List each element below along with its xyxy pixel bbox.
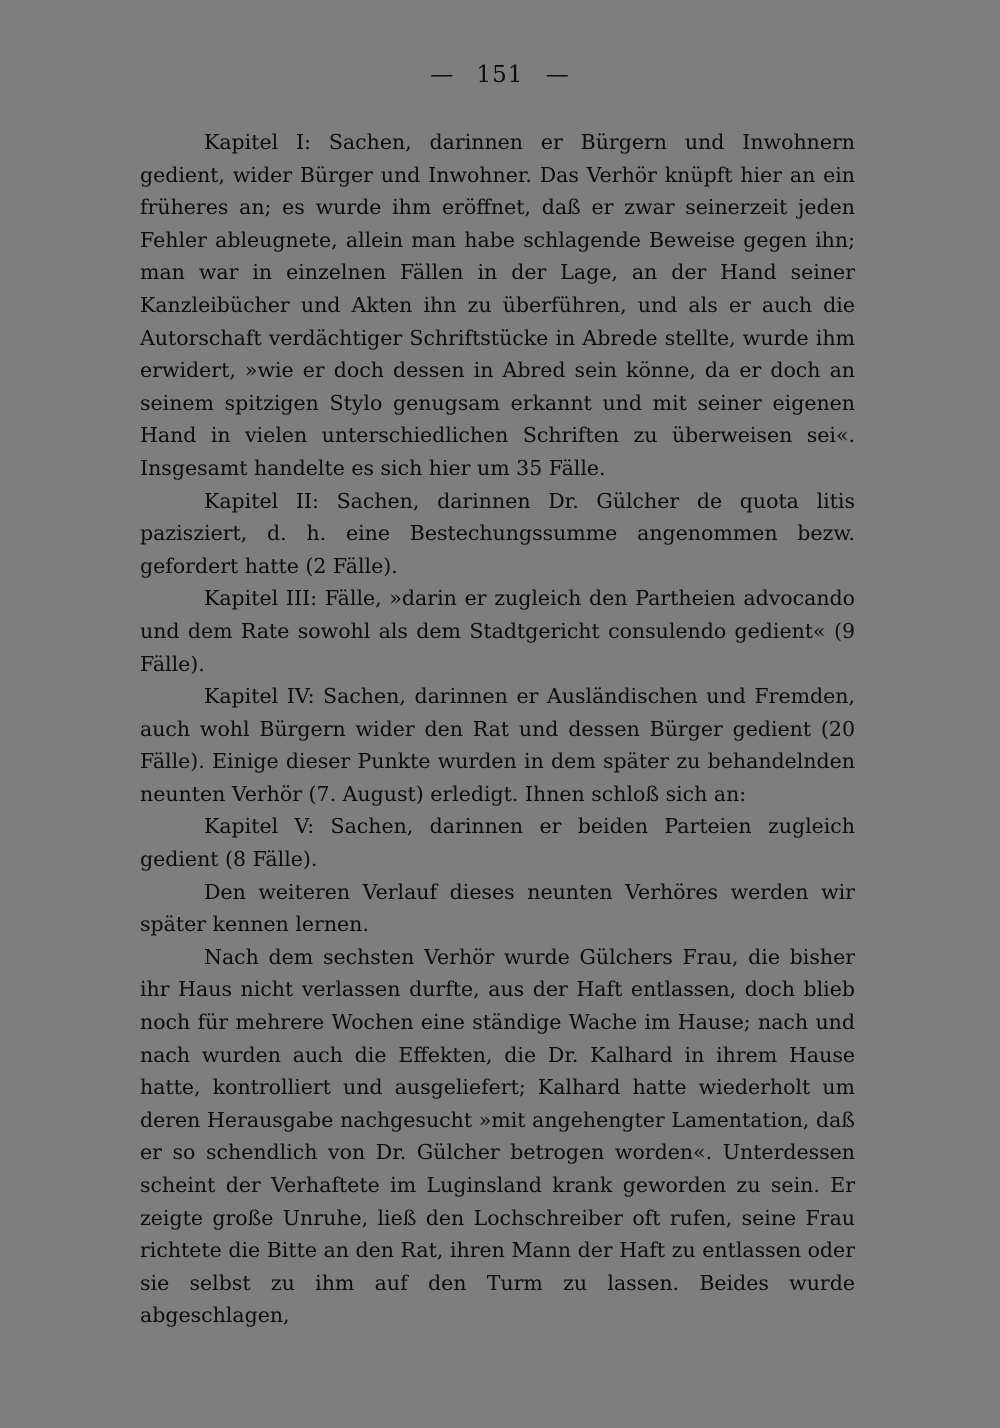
page-number: — 151 — xyxy=(430,62,570,88)
paragraph-kapitel-5: Kapitel V: Sachen, darinnen er beiden Parteien zugleich gedient (8 Fälle). xyxy=(140,814,855,872)
paragraph-kapitel-3: Kapitel III: Fälle, »darin er zugleich den Partheien advocando und dem Rate sowohl als dem Stadtgericht consulendo gedient« (9 Fälle). xyxy=(140,586,855,676)
paragraph-nach-dem-sechsten-verhoer: Nach dem sechsten Verhör wurde Gülchers Frau, die bisher ihr Haus nicht verlassen durfte, aus der Haft entlassen, doch blieb noch für mehrere Wochen eine ständige Wache im Hause; nach und nach wurden auch die Effekten, die Dr. Kalhard in ihrem Hause hatte, kontrolliert und ausgeliefert; Kalhard hatte wiederholt um deren Herausgabe nachgesucht »mit angehengter Lamentation, daß er so schendlich von Dr. Gülcher betrogen worden«. Unterdessen scheint der Verhaftete im Luginsland krank geworden zu sein. Er zeigte große Unruhe, ließ den Lochschreiber oft rufen, seine Frau richtete die Bitte an den Rat, ihren Mann der Haft zu entlassen oder sie selbst zu ihm auf den Turm zu lassen. Beides wurde abgeschlagen, xyxy=(140,944,855,1328)
body-text xyxy=(140,126,855,1332)
paragraph-weiterer-verlauf: Den weiteren Verlauf dieses neunten Verhöres werden wir später kennen lernen. xyxy=(140,879,855,937)
paragraph-kapitel-2: Kapitel II: Sachen, darinnen Dr. Gülcher de quota litis pazisziert, d. h. eine Bestechungssumme angenommen bezw. gefordert hatte (2 Fälle). xyxy=(140,488,855,578)
paragraph-kapitel-4: Kapitel IV: Sachen, darinnen er Ausländischen und Fremden, auch wohl Bürgern wider den Rat und dessen Bürger gedient (20 Fälle). Einige dieser Punkte wurden in dem später zu behandelnden neunten Verhör (7. August) erledigt. Ihnen schloß sich an: xyxy=(140,684,855,806)
paragraph-kapitel-1: Kapitel I: Sachen, darinnen er Bürgern und Inwohnern gedient, wider Bürger und Inwohner. Das Verhör knüpft hier an ein früheres an; es wurde ihm eröffnet, daß er zwar seinerzeit jeden Fehler ableugnete, allein man habe schlagende Beweise gegen ihn; man war in einzelnen Fällen in der Lage, an der Hand seiner Kanzleibücher und Akten ihn zu überführen, und als er auch die Autorschaft verdächtiger Schriftstücke in Abrede stellte, wurde ihm erwidert, »wie er doch dessen in Abred sein könne, da er doch an seinem spitzigen Stylo genugsam erkannt und mit seiner eigenen Hand in vielen unterschiedlichen Schriften zu überweisen sei«. Insgesamt handelte es sich hier um 35 Fälle. xyxy=(140,130,855,480)
